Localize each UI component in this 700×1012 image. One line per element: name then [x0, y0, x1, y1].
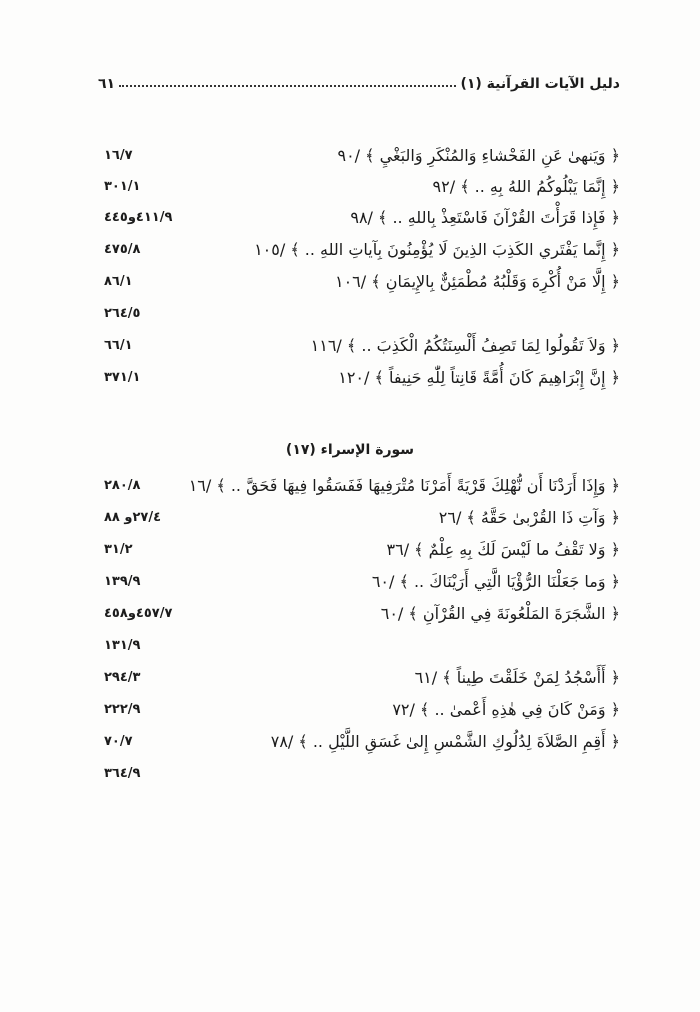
running-header — [98, 68, 620, 92]
volume-page-reference: ٨٦/١ — [104, 274, 133, 289]
verse-text: ﴿ وَآتِ ذَا القُرْبىٰ حَقَّهُ ﴾ /٢٦ — [438, 508, 620, 527]
index-entry — [98, 332, 620, 360]
volume-page-reference: ١٣٩/٩ — [104, 574, 141, 589]
verse-text: ﴿ إِنَّما يَفْتَري الكَذِبَ الذِينَ لَا يُؤْمِنُونَ بِآياتِ اللهِ .. ﴾ /١٠٥ — [254, 240, 620, 259]
verse-text: ﴿ أَأَسْجُدُ لِمَنْ خَلَقْتَ طِيناً ﴾ /٦١ — [414, 668, 620, 687]
index-entry — [98, 536, 620, 564]
index-entry — [98, 268, 620, 296]
index-entry — [98, 300, 620, 328]
verse-text: ﴿ فَإِذا قَرَأْتَ القُرْآنَ فَاسْتَعِذْ بِاللهِ .. ﴾ /٩٨ — [350, 208, 620, 227]
index-entry — [98, 696, 620, 724]
verse-text: ﴿ وَإِذَا أَرَدْنَا أَن نُّهْلِكَ قَرْيَةً أَمَرْنَا مُتْرَفِيهَا فَفَسَقُوا فِيهَا فَحَقَّ .. ﴾ /١٦ — [188, 476, 620, 495]
verse-text: ﴿ وَلاَ تَقُولُوا لِمَا تَصِفُ أَلْسِنَتُكُمُ الْكَذِبَ .. ﴾ /١١٦ — [310, 336, 620, 355]
index-entry — [98, 173, 620, 201]
verse-text: ﴿ إِنَّمَا يَبْلُوكُمُ اللهُ بِهِ .. ﴾ /٩٢ — [432, 177, 620, 196]
header-leader-dots — [119, 85, 456, 87]
volume-page-reference: ٣٠١/١ — [104, 179, 141, 194]
verse-text: ﴿ وَما جَعَلْنَا الرُّؤْيَا الَّتِي أَرَيْنَاكَ .. ﴾ /٦٠ — [371, 572, 620, 591]
verse-text: ﴿ أَقِمِ الصَّلاَةَ لِدُلُوكِ الشَّمْسِ إِلىٰ غَسَقِ اللَّيْلِ .. ﴾ /٧٨ — [270, 732, 620, 751]
page-number: ٦١ — [98, 76, 116, 92]
volume-page-reference: ٤٥٧/٧و٤٥٨ — [104, 606, 173, 621]
index-entry — [98, 632, 620, 660]
volume-page-reference: ٦٦/١ — [104, 338, 133, 353]
verse-text: ﴿ إِنَّ إِبْرَاهِيمَ كَانَ أُمَّةً قَانِتاً لِلّٰهِ حَنِيفاً ﴾ /١٢٠ — [338, 368, 620, 387]
volume-page-reference: ٣٦٤/٩ — [104, 766, 141, 781]
verse-text: ﴿ إِلَّا مَنْ أُكْرِهَ وَقَلْبُهُ مُطْمَئِنٌّ بِالإِيمَانِ ﴾ /١٠٦ — [334, 272, 620, 291]
volume-page-reference: ٣٧١/١ — [104, 370, 141, 385]
index-entry — [98, 364, 620, 392]
surah-heading: سورة الإسراء (١٧) — [285, 442, 415, 458]
volume-page-reference: ٢٦٤/٥ — [104, 306, 141, 321]
index-entry — [98, 204, 620, 232]
verse-text: ﴿ وَمَنْ كَانَ فِي هٰذِهِ أَعْمىٰ .. ﴾ /٧٢ — [392, 700, 620, 719]
index-entry — [98, 504, 620, 532]
index-entry — [98, 142, 620, 170]
index-entry — [98, 728, 620, 756]
volume-page-reference: ٢٢٢/٩ — [104, 702, 141, 717]
index-entry — [98, 236, 620, 264]
volume-page-reference: ٤١١/٩و٤٤٥ — [104, 210, 173, 225]
index-entry — [98, 568, 620, 596]
volume-page-reference: ٢٧/٤و ٨٨ — [104, 510, 162, 525]
index-entry — [98, 664, 620, 692]
verse-text: ﴿ وَلا تَقْفُ ما لَيْسَ لَكَ بِهِ عِلْمٌ ﴾ /٣٦ — [386, 540, 620, 559]
volume-page-reference: ٢٨٠/٨ — [104, 478, 141, 493]
volume-page-reference: ١٦/٧ — [104, 148, 133, 163]
index-entry — [98, 600, 620, 628]
index-entry — [98, 760, 620, 788]
index-entry — [98, 472, 620, 500]
verse-text: ﴿ وَيَنهىٰ عَنِ الفَحْشاءِ وَالمُنْكَرِ وَالبَغْيِ ﴾ /٩٠ — [337, 146, 620, 165]
verse-text: ﴿ الشَّجَرَةَ المَلْعُونَةَ فِي القُرْآنِ ﴾ /٦٠ — [380, 604, 620, 623]
volume-page-reference: ٢٩٤/٣ — [104, 670, 141, 685]
header-title: دليل الآيات القرآنية (١) — [460, 76, 620, 92]
volume-page-reference: ٣١/٢ — [104, 542, 133, 557]
volume-page-reference: ١٣١/٩ — [104, 638, 141, 653]
volume-page-reference: ٧٠/٧ — [104, 734, 133, 749]
volume-page-reference: ٤٧٥/٨ — [104, 242, 141, 257]
